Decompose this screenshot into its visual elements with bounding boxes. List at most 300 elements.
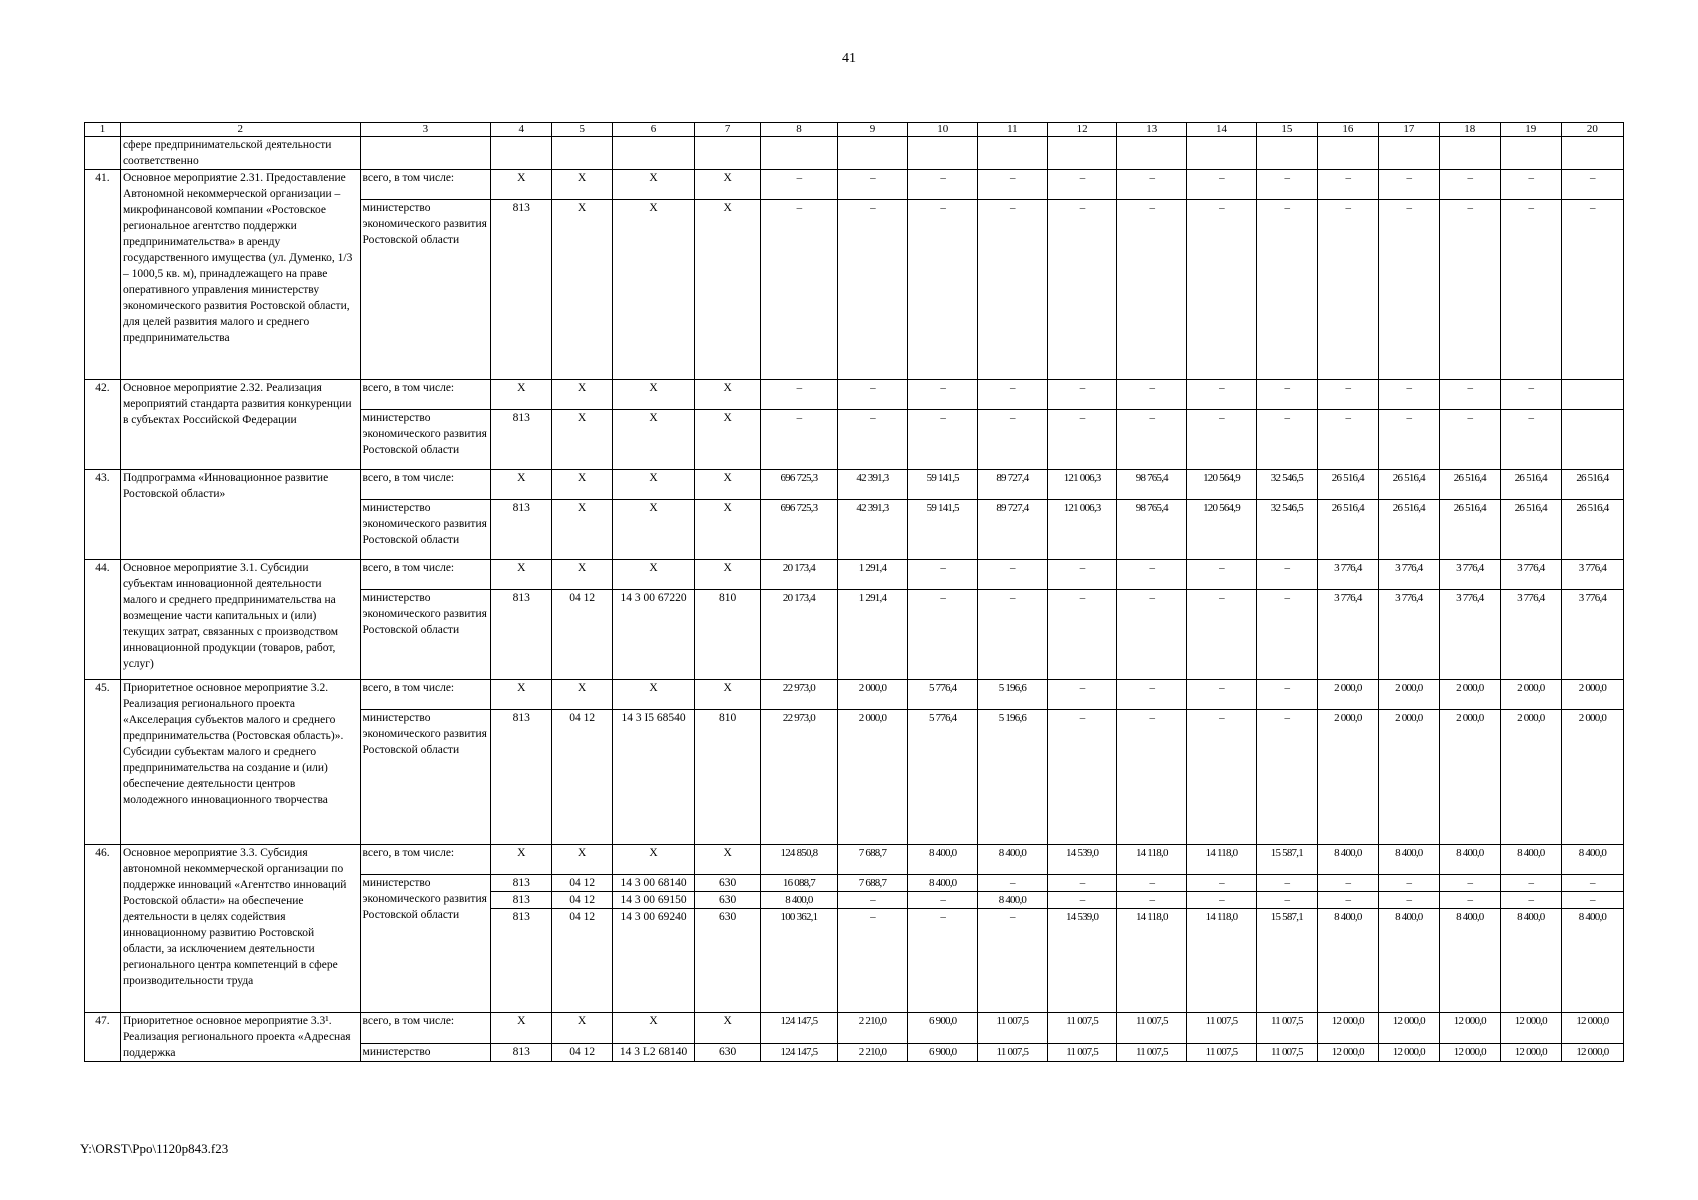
amount-cell: 5 776,4 xyxy=(908,680,978,710)
amount-cell: – xyxy=(1047,380,1117,410)
column-header: 9 xyxy=(837,123,908,137)
code-cell: X xyxy=(491,560,552,590)
amount-cell: 98 765,4 xyxy=(1117,470,1187,500)
amount-cell: – xyxy=(978,170,1048,200)
code-cell: X xyxy=(694,845,760,875)
amount-cell: 11 007,5 xyxy=(1187,1044,1257,1062)
executor-cell xyxy=(360,137,491,170)
code-cell: 813 xyxy=(491,892,552,909)
code-cell: 630 xyxy=(694,892,760,909)
amount-cell: 14 118,0 xyxy=(1187,909,1257,1013)
amount-cell: – xyxy=(1561,875,1623,892)
amount-cell: 3 776,4 xyxy=(1500,590,1561,680)
code-cell: X xyxy=(694,500,760,560)
measure-name: Подпрограмма «Инновационное развитие Ростовской области» xyxy=(120,470,360,560)
amount-cell: – xyxy=(1117,875,1187,892)
amount-cell: 12 000,0 xyxy=(1439,1013,1500,1044)
amount-cell: 3 776,4 xyxy=(1317,560,1378,590)
code-cell: X xyxy=(552,500,613,560)
code-cell: X xyxy=(694,380,760,410)
amount-cell: – xyxy=(1117,380,1187,410)
amount-cell: 89 727,4 xyxy=(978,470,1048,500)
amount-cell: 8 400,0 xyxy=(1561,909,1623,1013)
code-cell: 04 12 xyxy=(552,710,613,845)
amount-cell: 8 400,0 xyxy=(1500,909,1561,1013)
column-header: 4 xyxy=(491,123,552,137)
amount-cell xyxy=(1317,137,1378,170)
amount-cell: 11 007,5 xyxy=(1047,1013,1117,1044)
amount-cell: 22 973,0 xyxy=(761,710,837,845)
code-cell: X xyxy=(694,410,760,470)
amount-cell: 42 391,3 xyxy=(837,470,908,500)
amount-cell: – xyxy=(1561,200,1623,380)
amount-cell: – xyxy=(837,410,908,470)
amount-cell: – xyxy=(837,909,908,1013)
code-cell: X xyxy=(552,380,613,410)
table-row xyxy=(85,137,1624,170)
column-header: 2 xyxy=(120,123,360,137)
amount-cell: – xyxy=(1317,892,1378,909)
amount-cell: 8 400,0 xyxy=(908,845,978,875)
amount-cell: 100 362,1 xyxy=(761,909,837,1013)
amount-cell: 8 400,0 xyxy=(1317,845,1378,875)
amount-cell: – xyxy=(908,909,978,1013)
executor-cell: всего, в том числе: xyxy=(360,170,491,200)
amount-cell: – xyxy=(978,380,1048,410)
amount-cell: 3 776,4 xyxy=(1561,590,1623,680)
amount-cell: 12 000,0 xyxy=(1378,1013,1439,1044)
amount-cell: 22 973,0 xyxy=(761,680,837,710)
amount-cell: – xyxy=(1047,680,1117,710)
amount-cell: 26 516,4 xyxy=(1378,500,1439,560)
amount-cell: 8 400,0 xyxy=(1561,845,1623,875)
amount-cell: 2 210,0 xyxy=(837,1013,908,1044)
code-cell: 813 xyxy=(491,500,552,560)
column-header: 7 xyxy=(694,123,760,137)
amount-cell: 2 000,0 xyxy=(1317,710,1378,845)
amount-cell xyxy=(1500,137,1561,170)
amount-cell: – xyxy=(1378,170,1439,200)
amount-cell: – xyxy=(908,560,978,590)
table-row xyxy=(85,1013,1624,1044)
code-cell: X xyxy=(613,560,695,590)
amount-cell: – xyxy=(978,590,1048,680)
amount-cell xyxy=(1439,137,1500,170)
code-cell: 813 xyxy=(491,710,552,845)
column-header: 14 xyxy=(1187,123,1257,137)
amount-cell: – xyxy=(837,380,908,410)
amount-cell: – xyxy=(1187,710,1257,845)
code-cell: 810 xyxy=(694,590,760,680)
header-row xyxy=(85,123,1624,137)
row-number: 47. xyxy=(85,1013,121,1062)
code-cell: X xyxy=(552,170,613,200)
amount-cell: – xyxy=(1117,590,1187,680)
code-cell xyxy=(491,137,552,170)
amount-cell: 26 516,4 xyxy=(1317,470,1378,500)
amount-cell: 59 141,5 xyxy=(908,500,978,560)
amount-cell: – xyxy=(1256,710,1317,845)
amount-cell: – xyxy=(1117,892,1187,909)
amount-cell: – xyxy=(1047,590,1117,680)
code-cell xyxy=(694,137,760,170)
column-header: 3 xyxy=(360,123,491,137)
code-cell: X xyxy=(491,845,552,875)
amount-cell: 2 000,0 xyxy=(1378,710,1439,845)
column-header: 12 xyxy=(1047,123,1117,137)
amount-cell: – xyxy=(1378,892,1439,909)
amount-cell: 696 725,3 xyxy=(761,470,837,500)
amount-cell: 8 400,0 xyxy=(978,892,1048,909)
amount-cell: – xyxy=(908,380,978,410)
table-row xyxy=(85,680,1624,710)
amount-cell: 20 173,4 xyxy=(761,560,837,590)
amount-cell: 11 007,5 xyxy=(1187,1013,1257,1044)
column-header: 13 xyxy=(1117,123,1187,137)
code-cell: 813 xyxy=(491,590,552,680)
amount-cell: 7 688,7 xyxy=(837,845,908,875)
amount-cell: – xyxy=(837,892,908,909)
amount-cell: – xyxy=(1378,410,1439,470)
row-number xyxy=(85,137,121,170)
amount-cell: – xyxy=(837,200,908,380)
column-header: 16 xyxy=(1317,123,1378,137)
amount-cell: 1 291,4 xyxy=(837,590,908,680)
amount-cell: 8 400,0 xyxy=(1317,909,1378,1013)
amount-cell: – xyxy=(1500,410,1561,470)
amount-cell: 26 516,4 xyxy=(1500,500,1561,560)
amount-cell: – xyxy=(1500,380,1561,410)
executor-cell: министерство экономического развития Ростовской области xyxy=(360,410,491,470)
amount-cell: – xyxy=(1378,380,1439,410)
code-cell: 14 3 L2 68140 xyxy=(613,1044,695,1062)
code-cell: 630 xyxy=(694,909,760,1013)
amount-cell: – xyxy=(1187,680,1257,710)
code-cell: X xyxy=(552,845,613,875)
code-cell: X xyxy=(552,410,613,470)
file-path-footer: Y:\ORST\Ppo\1120p843.f23 xyxy=(80,1141,229,1156)
amount-cell: 2 000,0 xyxy=(1561,710,1623,845)
amount-cell: 11 007,5 xyxy=(1047,1044,1117,1062)
column-header: 5 xyxy=(552,123,613,137)
amount-cell: – xyxy=(1439,200,1500,380)
amount-cell: 2 000,0 xyxy=(1439,680,1500,710)
code-cell: X xyxy=(552,1013,613,1044)
amount-cell: – xyxy=(1317,380,1378,410)
column-header: 11 xyxy=(978,123,1048,137)
amount-cell: – xyxy=(908,410,978,470)
amount-cell: 15 587,1 xyxy=(1256,909,1317,1013)
code-cell: X xyxy=(491,1013,552,1044)
amount-cell: 2 000,0 xyxy=(1561,680,1623,710)
code-cell: X xyxy=(552,680,613,710)
amount-cell: 3 776,4 xyxy=(1317,590,1378,680)
amount-cell: 14 539,0 xyxy=(1047,845,1117,875)
amount-cell: 5 196,6 xyxy=(978,710,1048,845)
amount-cell: 11 007,5 xyxy=(1117,1044,1187,1062)
amount-cell: 32 546,5 xyxy=(1256,500,1317,560)
amount-cell: 3 776,4 xyxy=(1378,560,1439,590)
amount-cell: – xyxy=(1047,560,1117,590)
amount-cell: – xyxy=(1561,892,1623,909)
code-cell: 14 3 00 68140 xyxy=(613,875,695,892)
row-number: 45. xyxy=(85,680,121,845)
amount-cell: 120 564,9 xyxy=(1187,470,1257,500)
amount-cell: 11 007,5 xyxy=(978,1013,1048,1044)
executor-cell: министерство экономического развития Ростовской области xyxy=(360,875,491,1013)
table-row xyxy=(85,560,1624,590)
amount-cell: – xyxy=(1187,170,1257,200)
amount-cell: – xyxy=(1500,200,1561,380)
amount-cell: 124 147,5 xyxy=(761,1044,837,1062)
code-cell: X xyxy=(613,410,695,470)
column-header: 10 xyxy=(908,123,978,137)
amount-cell: 89 727,4 xyxy=(978,500,1048,560)
code-cell: 813 xyxy=(491,200,552,380)
code-cell: 04 12 xyxy=(552,590,613,680)
amount-cell: 14 118,0 xyxy=(1117,909,1187,1013)
amount-cell: – xyxy=(1117,560,1187,590)
amount-cell: – xyxy=(1047,170,1117,200)
amount-cell: 2 000,0 xyxy=(1317,680,1378,710)
amount-cell: 124 850,8 xyxy=(761,845,837,875)
amount-cell: – xyxy=(978,909,1048,1013)
amount-cell: 3 776,4 xyxy=(1378,590,1439,680)
amount-cell: – xyxy=(1500,875,1561,892)
amount-cell: – xyxy=(761,380,837,410)
amount-cell: – xyxy=(1187,590,1257,680)
amount-cell: – xyxy=(1256,380,1317,410)
amount-cell: 2 000,0 xyxy=(1500,710,1561,845)
code-cell: X xyxy=(552,200,613,380)
amount-cell: – xyxy=(761,200,837,380)
executor-cell: всего, в том числе: xyxy=(360,560,491,590)
amount-cell: 14 118,0 xyxy=(1117,845,1187,875)
row-number: 43. xyxy=(85,470,121,560)
code-cell: 04 12 xyxy=(552,892,613,909)
amount-cell: 11 007,5 xyxy=(1117,1013,1187,1044)
amount-cell xyxy=(837,137,908,170)
executor-cell: всего, в том числе: xyxy=(360,1013,491,1044)
amount-cell: – xyxy=(1256,892,1317,909)
amount-cell: – xyxy=(1439,892,1500,909)
code-cell: 813 xyxy=(491,875,552,892)
column-header: 17 xyxy=(1378,123,1439,137)
executor-cell: министерство экономического развития Ростовской области xyxy=(360,710,491,845)
code-cell: X xyxy=(491,380,552,410)
amount-cell: – xyxy=(1256,410,1317,470)
code-cell: 810 xyxy=(694,710,760,845)
code-cell: 04 12 xyxy=(552,875,613,892)
amount-cell: 8 400,0 xyxy=(908,875,978,892)
code-cell: 813 xyxy=(491,909,552,1013)
amount-cell xyxy=(1256,137,1317,170)
amount-cell: 2 000,0 xyxy=(837,710,908,845)
amount-cell xyxy=(1561,137,1623,170)
code-cell: X xyxy=(613,470,695,500)
executor-cell: министерство экономического развития Ростовской области xyxy=(360,590,491,680)
row-number: 42. xyxy=(85,380,121,470)
amount-cell: 7 688,7 xyxy=(837,875,908,892)
amount-cell: 12 000,0 xyxy=(1439,1044,1500,1062)
amount-cell: – xyxy=(761,170,837,200)
amount-cell: 12 000,0 xyxy=(1561,1044,1623,1062)
amount-cell: 8 400,0 xyxy=(1500,845,1561,875)
amount-cell: 8 400,0 xyxy=(1439,845,1500,875)
amount-cell xyxy=(761,137,837,170)
code-cell: 630 xyxy=(694,1044,760,1062)
amount-cell: – xyxy=(1047,710,1117,845)
amount-cell: – xyxy=(908,170,978,200)
row-number: 44. xyxy=(85,560,121,680)
amount-cell xyxy=(978,137,1048,170)
amount-cell: 696 725,3 xyxy=(761,500,837,560)
row-number: 46. xyxy=(85,845,121,1013)
amount-cell: – xyxy=(908,200,978,380)
amount-cell: 6 900,0 xyxy=(908,1044,978,1062)
code-cell: X xyxy=(613,200,695,380)
amount-cell: – xyxy=(1439,410,1500,470)
amount-cell: – xyxy=(1187,380,1257,410)
amount-cell xyxy=(1378,137,1439,170)
amount-cell: – xyxy=(978,410,1048,470)
amount-cell: 26 516,4 xyxy=(1561,470,1623,500)
amount-cell: 26 516,4 xyxy=(1500,470,1561,500)
column-header: 1 xyxy=(85,123,121,137)
amount-cell: – xyxy=(1187,875,1257,892)
amount-cell: 8 400,0 xyxy=(978,845,1048,875)
amount-cell: 6 900,0 xyxy=(908,1013,978,1044)
amount-cell: – xyxy=(1117,710,1187,845)
amount-cell: 5 776,4 xyxy=(908,710,978,845)
executor-cell: министерство xyxy=(360,1044,491,1062)
amount-cell: – xyxy=(978,875,1048,892)
amount-cell: – xyxy=(1117,410,1187,470)
amount-cell: 8 400,0 xyxy=(1439,909,1500,1013)
code-cell xyxy=(552,137,613,170)
code-cell: 813 xyxy=(491,1044,552,1062)
table-row xyxy=(85,170,1624,200)
amount-cell xyxy=(1047,137,1117,170)
code-cell: X xyxy=(613,170,695,200)
amount-cell: – xyxy=(1317,410,1378,470)
amount-cell: – xyxy=(1187,560,1257,590)
amount-cell: 12 000,0 xyxy=(1317,1013,1378,1044)
amount-cell: – xyxy=(1439,170,1500,200)
amount-cell: 32 546,5 xyxy=(1256,470,1317,500)
page-number: 41 xyxy=(842,51,856,66)
amount-cell: 42 391,3 xyxy=(837,500,908,560)
amount-cell: – xyxy=(1439,875,1500,892)
budget-table xyxy=(84,122,1624,1062)
code-cell: X xyxy=(694,200,760,380)
amount-cell: 2 000,0 xyxy=(1378,680,1439,710)
amount-cell xyxy=(908,137,978,170)
amount-cell: – xyxy=(1378,875,1439,892)
amount-cell: – xyxy=(1317,200,1378,380)
measure-name: сфере предпринимательской деятельности соответственно xyxy=(120,137,360,170)
amount-cell: 3 776,4 xyxy=(1500,560,1561,590)
amount-cell: – xyxy=(837,170,908,200)
amount-cell: – xyxy=(1047,875,1117,892)
code-cell: X xyxy=(613,380,695,410)
amount-cell: 1 291,4 xyxy=(837,560,908,590)
measure-name: Основное мероприятие 2.32. Реализация мероприятий стандарта развития конкуренции в субъектах Российской Федерации xyxy=(120,380,360,470)
amount-cell xyxy=(1561,410,1623,470)
code-cell: X xyxy=(694,170,760,200)
code-cell: X xyxy=(694,470,760,500)
amount-cell: – xyxy=(1561,170,1623,200)
amount-cell: 2 000,0 xyxy=(837,680,908,710)
amount-cell: 8 400,0 xyxy=(1378,909,1439,1013)
code-cell: 04 12 xyxy=(552,1044,613,1062)
executor-cell: всего, в том числе: xyxy=(360,470,491,500)
amount-cell: 3 776,4 xyxy=(1439,590,1500,680)
amount-cell: 120 564,9 xyxy=(1187,500,1257,560)
amount-cell: – xyxy=(1047,892,1117,909)
code-cell: X xyxy=(613,845,695,875)
code-cell: X xyxy=(694,560,760,590)
column-header: 18 xyxy=(1439,123,1500,137)
row-number: 41. xyxy=(85,170,121,380)
code-cell: 14 3 I5 68540 xyxy=(613,710,695,845)
amount-cell xyxy=(1561,380,1623,410)
executor-cell: всего, в том числе: xyxy=(360,380,491,410)
amount-cell: 121 006,3 xyxy=(1047,470,1117,500)
amount-cell: 3 776,4 xyxy=(1561,560,1623,590)
amount-cell: 16 088,7 xyxy=(761,875,837,892)
amount-cell: – xyxy=(1256,875,1317,892)
code-cell: X xyxy=(491,170,552,200)
executor-cell: министерство экономического развития Ростовской области xyxy=(360,500,491,560)
amount-cell: – xyxy=(1256,200,1317,380)
column-header: 8 xyxy=(761,123,837,137)
amount-cell xyxy=(1187,137,1257,170)
code-cell: X xyxy=(552,560,613,590)
amount-cell: 2 000,0 xyxy=(1500,680,1561,710)
amount-cell: – xyxy=(1256,560,1317,590)
amount-cell: – xyxy=(1047,410,1117,470)
amount-cell: 20 173,4 xyxy=(761,590,837,680)
amount-cell: 2 210,0 xyxy=(837,1044,908,1062)
code-cell: X xyxy=(491,470,552,500)
amount-cell: 12 000,0 xyxy=(1500,1013,1561,1044)
executor-cell: всего, в том числе: xyxy=(360,680,491,710)
amount-cell: 12 000,0 xyxy=(1378,1044,1439,1062)
column-header: 6 xyxy=(613,123,695,137)
measure-name: Приоритетное основное мероприятие 3.2. Реализация регионального проекта «Акселерация субъектов малого и среднего предпринимательства (Ростовская область)». Субсидии субъектам малого и среднего предпринимательства на создание и (или) обеспечение деятельности центров молодежного инновационного творчества xyxy=(120,680,360,845)
amount-cell: – xyxy=(761,410,837,470)
code-cell: X xyxy=(552,470,613,500)
table-row xyxy=(85,845,1624,875)
code-cell: X xyxy=(694,1013,760,1044)
amount-cell: – xyxy=(1500,170,1561,200)
amount-cell: 98 765,4 xyxy=(1117,500,1187,560)
column-header: 20 xyxy=(1561,123,1623,137)
amount-cell: 3 776,4 xyxy=(1439,560,1500,590)
amount-cell: – xyxy=(1047,200,1117,380)
amount-cell: 26 516,4 xyxy=(1439,500,1500,560)
amount-cell: 5 196,6 xyxy=(978,680,1048,710)
amount-cell: – xyxy=(978,560,1048,590)
column-header: 15 xyxy=(1256,123,1317,137)
amount-cell: 12 000,0 xyxy=(1500,1044,1561,1062)
amount-cell: – xyxy=(908,892,978,909)
amount-cell: 2 000,0 xyxy=(1439,710,1500,845)
amount-cell: 26 516,4 xyxy=(1378,470,1439,500)
measure-name: Основное мероприятие 2.31. Предоставление Автономной некоммерческой организации – микрофинансовой компании «Ростовское региональное агентство поддержки предпринимательства» в аренду государственного имущества (ул. Думенко, 1/3 – 1000,5 кв. м), принадлежащего на праве оперативного управления министерству экономического развития Ростовской области, для целей развития малого и среднего предпринимательства xyxy=(120,170,360,380)
amount-cell: 12 000,0 xyxy=(1561,1013,1623,1044)
